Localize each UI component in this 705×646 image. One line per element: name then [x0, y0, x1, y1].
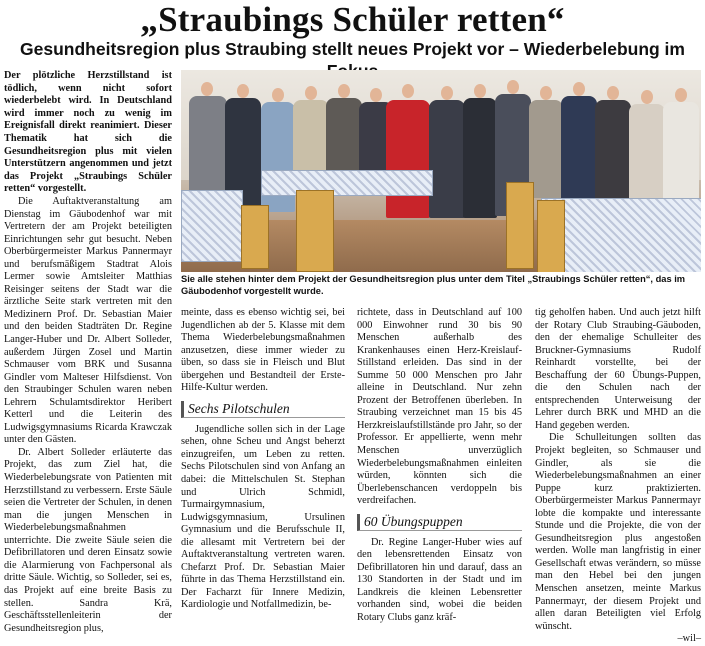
section-heading-uebungspuppen: 60 Übungspuppen	[357, 514, 522, 531]
body-column-2	[181, 307, 345, 612]
photo-person-head	[540, 86, 552, 100]
body-column-3	[357, 307, 522, 625]
photo-person-head	[641, 90, 653, 104]
author-signature: –wil–	[677, 633, 701, 645]
photo-table	[261, 170, 433, 196]
body-paragraph: Die Schulleitungen sollten das Projekt begleiten, so Schmauser und Gindler, als sie die Wiederbelebungsmaßnahmen an einer Puppe kurz praktizierten. Oberbürgermeister Markus Pannermayr lobte die kompakte und interessante Stunde und die Projekte, die von der Gesundheitsregion plus angestoßen werden. Wolle man langfristig in einer Gesellschaft etwas verändern, so müsse man den Hebel bei den jungen Menschen ansetzen, meinte Markus Pannermayr, der diesem Projekt und allen daran Beteiligten viel Erfolg wünscht.	[535, 432, 701, 632]
photo-chair	[537, 200, 565, 272]
photo-caption: Sie alle stehen hinter dem Projekt der Gesundheitsregion plus unter dem Titel „Straubings Schüler retten“, das im Gäubodenhof vorgestellt wurde.	[181, 274, 686, 296]
photo-person-head	[338, 84, 350, 98]
photo-person-head	[474, 84, 486, 98]
body-paragraph: Die Auftaktveranstaltung am Dienstag im Gäubodenhof war mit Vertretern der am Projekt beteiligten Einrichtungen sehr gut besucht. Neben Oberbürgermeister Markus Pannermayr und berufsmäßigem Stadtrat Alois Lermer sowie Amtsleiter Matthias Reisinger seitens der Stadt war die ärztliche Seite stark vertreten mit den Medizinern Prof. Dr. Sebastian Maier und den beiden Stadträten Dr. Regine Langer-Huber und Dr. Albert Solleder, außerdem Jürgen Zosel und Martin Schmauser vom BRK und Susanna Gindler vom Malteser Hilfsdienst. Von den Straubinger Schulen waren neben Lehrern Schulamtsdirektor Heribert Ketterl und die Leiterin des Ludwigsgymnasiums Ricarda Krawczak unter den Gästen.	[4, 196, 172, 446]
photo-person-head	[675, 88, 687, 102]
photo-person-head	[573, 82, 585, 96]
section-heading-pilotschulen: Sechs Pilotschulen	[181, 401, 345, 418]
photo-person-head	[441, 86, 453, 100]
photo-person-head	[272, 88, 284, 102]
subheadline: Gesundheitsregion plus Straubing stellt neues Projekt vor – Wiederbelebung im	[20, 39, 685, 59]
body-paragraph: meinte, dass es ebenso wichtig sei, bei Jugendlichen ab der 5. Klasse mit dem Thema Wiederbelebungsmaßnahmen anzusetzen, diese immer wieder zu üben, so dass sie in Fleisch und Blut übergehen und Bestandteil der Erste-Hilfe-Kultur werden.	[181, 307, 345, 394]
photo-person	[189, 96, 227, 201]
photo-person	[629, 104, 665, 202]
body-paragraph: Jugendliche sollen sich in der Lage sehen, ohne Scheu und Angst beherzt einzugreifen, um Leben zu retten. Sechs Pilotschulen sind von Anfang an dabei: die Mittelschulen St. Stephan und Ulrich Schmidl, Turmairgymnasium, Ludwigsgymnasium, Ursulinen Gymnasium und die Berufsschule II, die allesamt mit Vertretern bei der Auftaktveranstaltung vertreten waren. Chefarzt Prof. Dr. Sebastian Maier führte in das Thema Herzstillstand ein. Der Facharzt für Innere Medizin, Kardiologie und Notfallmedizin, be-	[181, 423, 345, 611]
photo-person	[595, 100, 631, 204]
photo-chair	[241, 205, 269, 269]
photo-chair	[296, 190, 334, 272]
body-paragraph: Dr. Albert Solleder erläuterte das Projekt, das zum Ziel hat, die Wiederbelebungsrate von Patienten mit Herzstillstand zu verbessern. Erste Säule seien die Vertreter der Schulen, in denen man die jungen Menschen in Wiederbelebungsmaßnahmen unterrichte. Die zweite Säule seien die Defibrillatoren und deren Einsatz sowie die Alarmierung von Fachpersonal als dritte Säule. Wichtig, so Solleder, sei es, das Projekt auf eine breite Basis zu stellen. Sandra Krä, Geschäftsstellenleiterin der Gesundheitsregion plus,	[4, 446, 172, 634]
photo-person	[463, 98, 497, 218]
photo-table	[541, 198, 701, 272]
body-column-4	[535, 307, 701, 646]
photo-table	[181, 190, 243, 262]
body-paragraph: Dr. Regine Langer-Huber wies auf den lebensrettenden Einsatz von Defibrillatoren hin und darauf, dass an 130 Standorten in der Stadt und im Landkreis die kleinen Lebensretter vorhanden sind, wobei die beiden Rotary Clubs ganz kräf-	[357, 536, 522, 624]
photo-person-head	[237, 84, 249, 98]
body-column-1	[4, 196, 172, 635]
lead-paragraph: Der plötzliche Herzstillstand ist tödlich, wenn nicht sofort wiederbelebt wird. In Deutschland wird immer noch zu wenig im Ereignisfall direkt reanimiert. Dieser Thematik hat sich die Gesundheitsregion plus mit vielen Unterstützern angenommen und jetzt das Projekt „Straubings Schüler retten“ vorgestellt.	[4, 70, 172, 195]
body-paragraph: richtete, dass in Deutschland auf 100 000 Einwohner rund 30 bis 90 Menschen außerhalb des Krankenhauses einen Herz-Kreislauf-Stillstand erleiden. Das sind in der Summe 50 000 Menschen pro Jahr alleine in Deutschland. Nur zehn Prozent der Betroffenen überleben. In Straubing verzeichnet man 15 bis 45 Herzkreislaufstillstände pro Jahr, so der Professor. Er appellierte, wenn mehr Menschen unverzüglich Wiederbelebungsmaßnahmen einleiten würden, könnten sich die Überlebenschancen verdoppeln bis verdreifachen.	[357, 307, 522, 507]
headline: „Straubings Schüler retten“	[140, 0, 565, 39]
photo-person	[663, 102, 699, 202]
photo-chair	[506, 182, 534, 269]
photo-person	[429, 100, 465, 218]
photo-person-head	[507, 80, 519, 94]
photo-person-head	[607, 86, 619, 100]
photo-person	[561, 96, 597, 208]
photo-person-head	[305, 86, 317, 100]
photo-person	[529, 100, 563, 198]
photo-person	[386, 100, 430, 218]
body-paragraph: tig geholfen haben. Und auch jetzt hilft der Rotary Club Straubing-Gäuboden, den der ehemalige Schulleiter des Bruckner-Gymnasiums Rudolf Reinhardt vorstellte, bei der Beschaffung der 60 Übungs-Puppen, die den Schulen nach der entsprechenden Unterweisung der Lehrer durch BRK und MHD an die Hand gegeben werden.	[535, 307, 701, 431]
photo-person-head	[402, 84, 414, 98]
photo-person-head	[201, 82, 213, 96]
group-photo	[181, 70, 701, 272]
photo-person-head	[370, 88, 382, 102]
